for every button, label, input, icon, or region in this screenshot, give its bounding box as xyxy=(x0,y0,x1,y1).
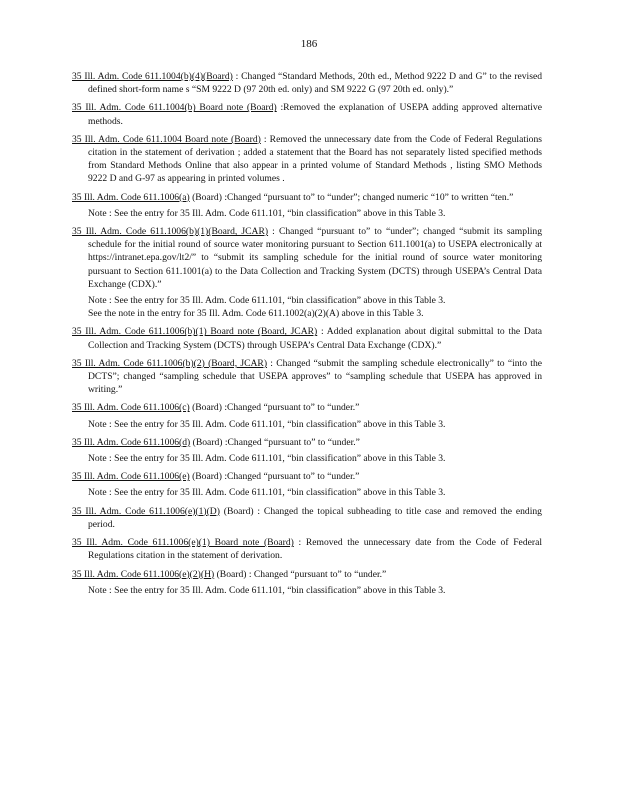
entry-text: :Removed the explanation of USEPA adding approved alternative methods. xyxy=(88,102,542,127)
amendment-entry xyxy=(72,191,542,204)
entry-citation: 35 Ill. Adm. Code 611.1006(b)(2) (Board, JCAR) xyxy=(72,357,268,369)
entry-text: (Board) :Changed “pursuant to” to “under.” xyxy=(189,402,360,414)
amendment-entry xyxy=(72,401,542,414)
amendment-entry xyxy=(72,325,542,351)
entry-text: : Removed the unnecessary date from the Code of Federal Regulations citation in the statement of derivation ; added a statement that the Board has not separately listed specified methods from Standard Methods Online that also appear in a printed volume of Standard Methods , listing SMO Methods 9222 D and G-97 as appearing in printed volumes . xyxy=(88,133,542,185)
entry-text: (Board) : Changed “pursuant to” to “under.” xyxy=(214,568,387,580)
entry-note: Note : See the entry for 35 Ill. Adm. Code 611.101, “bin classification” above in this Table 3. xyxy=(88,453,446,465)
entry-note: Note : See the entry for 35 Ill. Adm. Code 611.101, “bin classification” above in this Table 3. xyxy=(88,207,446,219)
amendment-entry xyxy=(72,568,542,581)
entry-text: (Board) : Changed the topical subheading to title case and removed the ending period. xyxy=(88,505,542,530)
amendment-entry xyxy=(72,133,542,186)
entry-citation: 35 Ill. Adm. Code 611.1006(d) xyxy=(72,436,191,448)
entry-citation: 35 Ill. Adm. Code 611.1006(e) xyxy=(72,471,190,483)
amendment-entry xyxy=(72,436,542,449)
entry-citation: 35 Ill. Adm. Code 611.1006(e)(1) Board note (Board) xyxy=(72,537,294,549)
entry-note: Note : See the entry for 35 Ill. Adm. Code 611.101, “bin classification” above in this Table 3. xyxy=(88,418,446,430)
entry-text: (Board) :Changed “pursuant to” to “under.” xyxy=(189,471,360,483)
entry-citation: 35 Ill. Adm. Code 611.1006(c) xyxy=(72,402,190,414)
note-text: See the note in the entry for 35 Ill. Adm. Code 611.1002(a)(2)(A) above in this Table 3. xyxy=(88,308,424,320)
entry-citation: 35 Ill. Adm. Code 611.1006(b)(1)(Board, JCAR) xyxy=(72,226,269,238)
entry-citation: 35 Ill. Adm. Code 611.1006(b)(1) Board note (Board, JCAR) xyxy=(72,326,318,338)
amendment-entry xyxy=(72,505,542,531)
entry-text: : Added explanation about digital submittal to the Data Collection and Tracking System (DCTS) through USEPA’s Central Data Exchange (CDX).” xyxy=(88,326,542,351)
amendment-entry xyxy=(72,536,542,562)
amendment-entry xyxy=(72,101,542,127)
entry-text: (Board) :Changed “pursuant to” to “under”; changed numeric “10” to written “ten.” xyxy=(189,191,514,203)
entry-text: : Removed the unnecessary date from the Code of Federal Regulations citation in the statement of derivation. xyxy=(88,537,542,562)
entry-note: Note : See the entry for 35 Ill. Adm. Code 611.101, “bin classification” above in this Table 3. xyxy=(88,584,446,596)
entry-citation: 35 Ill. Adm. Code 611.1004(b) Board note (Board) xyxy=(72,102,277,114)
entry-text: : Changed “submit the sampling schedule electronically” to “into the DCTS”; changed “sampling schedule that USEPA approves” to “sampling schedule that USEPA has approved in writing.” xyxy=(88,357,542,396)
entry-citation: 35 Ill. Adm. Code 611.1006(a) xyxy=(72,191,190,203)
amendment-table-content xyxy=(72,70,542,602)
amendment-entry xyxy=(72,225,542,291)
entry-text: : Changed “pursuant to” to “under”; changed “submit its sampling schedule for the initial round of source water monitoring pursuant to Section 611.1001(a) to USEPA electronically at https://intranet.epa.gov/lt2/” to “submit its sampling schedule for the initial round of source water monitoring pursuant to Section 611.1001(a) to the Data Collection and Tracking System (DCTS) through USEPA’s Central Data Exchange (CDX).” xyxy=(88,226,542,290)
entry-citation: 35 Ill. Adm. Code 611.1004(b)(4)(Board) xyxy=(72,71,233,82)
note-text: Note : See the entry for 35 Ill. Adm. Code 611.101, “bin classification” above in this Table 3. xyxy=(88,295,446,307)
amendment-entry xyxy=(72,470,542,483)
entry-note: Note : See the entry for 35 Ill. Adm. Code 611.101, “bin classification” above in this Table 3. xyxy=(88,487,446,499)
page-number: 186 xyxy=(300,38,318,50)
entry-note xyxy=(72,294,542,320)
amendment-entry xyxy=(72,357,542,397)
entry-citation: 35 Ill. Adm. Code 611.1006(e)(1)(D) xyxy=(72,505,220,517)
entry-citation: 35 Ill. Adm. Code 611.1006(e)(2)(H) xyxy=(72,568,215,580)
entry-text: (Board) :Changed “pursuant to” to “under.” xyxy=(190,436,360,448)
entry-text: : Changed “Standard Methods, 20th ed., Method 9222 D and G” to the revised defined short-form name s “SM 9222 D (97 20th ed. only) and SM 9222 G (97 20th ed. only).” xyxy=(88,71,543,96)
entry-citation: 35 Ill. Adm. Code 611.1004 Board note (Board) xyxy=(72,133,261,145)
amendment-entry xyxy=(72,70,542,96)
